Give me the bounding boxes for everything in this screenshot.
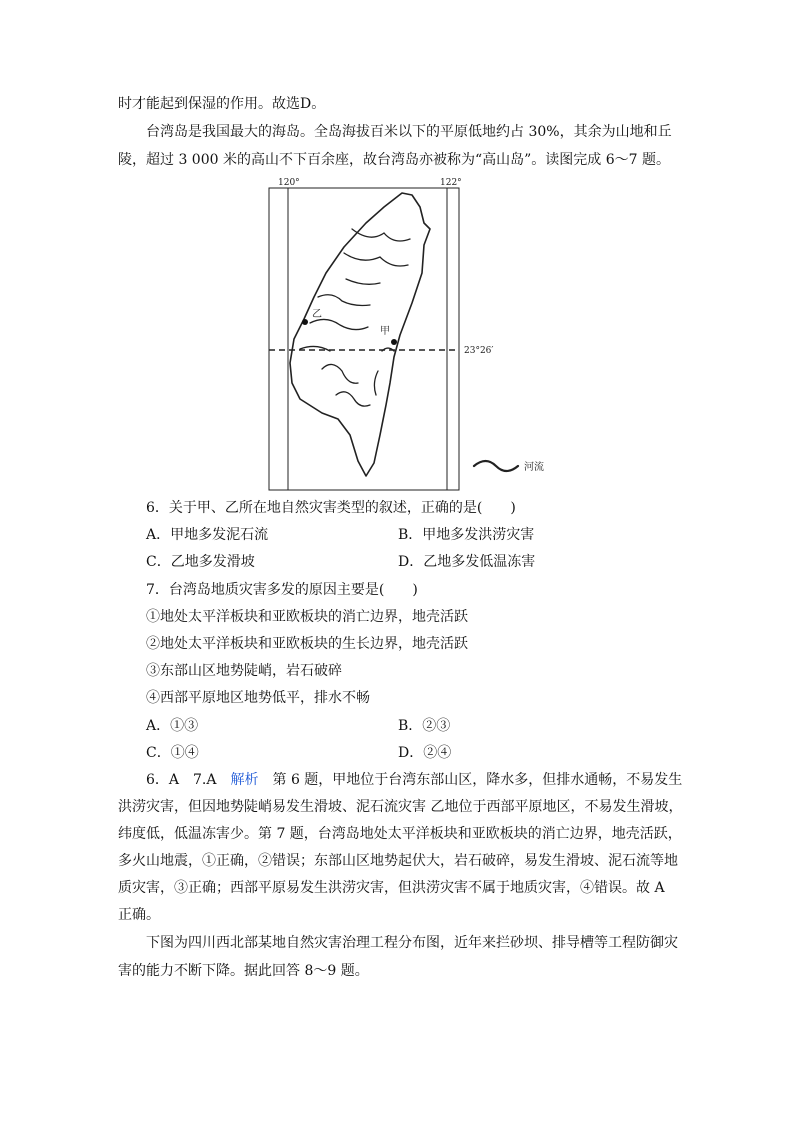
river-mid-1 [318,295,370,306]
river-east [374,371,378,395]
q7-stem: 7．台湾岛地质灾害多发的原因主要是( ) [146,582,418,598]
river-south-1 [322,364,358,383]
river-north-1 [352,229,410,241]
next-intro-line-1: 下图为四川西北部某地自然灾害治理工程分布图，近年来拦砂坝、排导槽等工程防御灾 [146,935,678,951]
analysis-label: 解析 [230,772,259,788]
river-north-3 [346,279,380,284]
island-outline [290,193,430,476]
answer-keys: 6．A 7.A [146,772,231,788]
q7-option-d: D．②④ [398,745,452,761]
answer-line-1 [146,770,682,790]
river-north-2 [344,253,408,266]
q6-option-b: B．甲地多发洪涝灾害 [398,527,535,543]
q7-statement-4: ④西部平原地区地势低平，排水不畅 [146,690,370,706]
intro-line-2: 陵，超过 3 000 米的高山不下百余座，故台湾岛亦被称为“高山岛”。读图完成 6～7 题。 [118,152,671,168]
q7-option-b: B．②③ [398,718,451,734]
tropic-of-cancer-label: 23°26′ [464,346,494,356]
meridian-120-label: 120° [278,178,300,188]
point-yi-label: 乙 [312,309,322,320]
taiwan-map [262,173,592,491]
q6-option-c: C．乙地多发滑坡 [146,554,255,570]
answer-line-3: 纬度低，低温冻害少。第 7 题，台湾岛地处太平洋板块和亚欧板块的消亡边界，地壳活跃， [118,826,682,842]
q6-stem: 6．关于甲、乙所在地自然灾害类型的叙述，正确的是( ) [146,500,516,516]
legend-river-label: 河流 [524,462,544,473]
legend-river-symbol [474,461,518,471]
intro-line-1: 台湾岛是我国最大的海岛。全岛海拔百米以下的平原低地约占 30%，其余为山地和丘 [146,124,672,140]
q7-statement-1: ①地处太平洋板块和亚欧板块的消亡边界，地壳活跃 [146,609,468,625]
answer-line-4: 多火山地震，①正确，②错误；东部山区地势起伏大，岩石破碎，易发生滑坡、泥石流等地 [118,853,678,869]
q7-option-c: C．①④ [146,745,199,761]
q6-option-a: A．甲地多发泥石流 [146,527,269,543]
map-frame [269,188,459,490]
point-jia-label: 甲 [380,326,390,337]
point-jia-dot [391,339,397,345]
answer-line-6: 正确。 [118,907,160,923]
q7-statement-2: ②地处太平洋板块和亚欧板块的生长边界，地壳活跃 [146,636,468,652]
answer-line-2: 洪涝灾害，但因地势陡峭易发生滑坡、泥石流灾害 乙地位于西部平原地区，不易发生滑坡， [118,799,683,815]
river-south-2 [336,392,370,406]
q7-statement-3: ③东部山区地势陡峭，岩石破碎 [146,663,342,679]
next-intro-line-2: 害的能力不断下降。据此回答 8～9 题。 [118,963,369,979]
q7-option-a: A．①③ [146,718,199,734]
intro-line-0: 时才能起到保湿的作用。故选D。 [118,96,326,112]
answer-line-5: 质灾害，③正确；西部平原易发生洪涝灾害，但洪涝灾害不属于地质灾害，④错误。故 A [118,880,665,896]
answer-line-1-text: 第 6 题，甲地位于台湾东部山区，降水多，但排水通畅，不易发生 [258,772,683,788]
point-yi-dot [302,319,308,325]
q6-option-d: D．乙地多发低温冻害 [398,554,536,570]
river-mid-2 [310,319,368,329]
meridian-122-label: 122° [440,178,462,188]
